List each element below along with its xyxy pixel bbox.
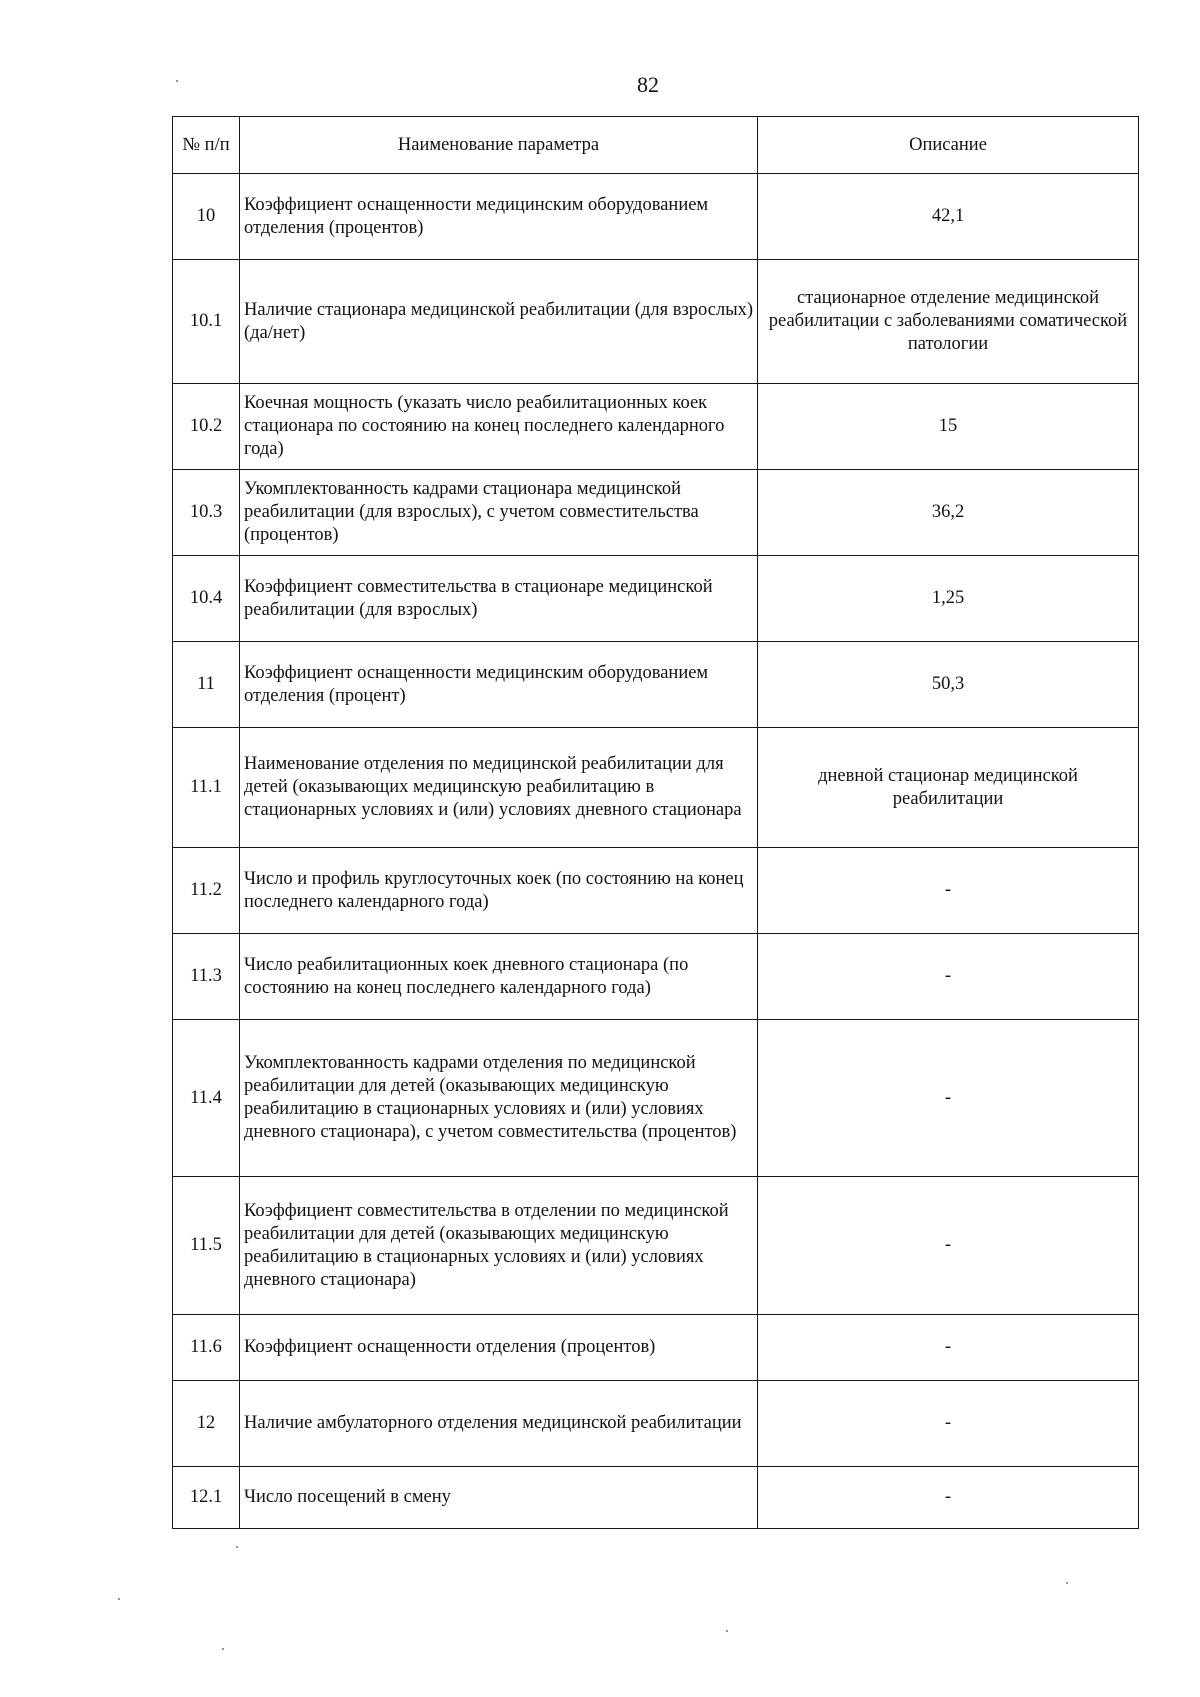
- row-num: 11.4: [173, 1020, 240, 1177]
- row-num: 10.2: [173, 384, 240, 470]
- table-row: [173, 556, 1139, 642]
- row-name: Укомплектованность кадрами стационара медицинской реабилитации (для взрослых), с учетом совместительства (процентов): [240, 470, 758, 556]
- row-num: 10: [173, 174, 240, 260]
- row-desc: 15: [758, 384, 1139, 470]
- row-name: Наименование отделения по медицинской реабилитации для детей (оказывающих медицинскую реабилитацию в стационарных условиях и (или) условиях дневного стационара: [240, 728, 758, 848]
- row-num: 10.3: [173, 470, 240, 556]
- row-desc: -: [758, 1315, 1139, 1381]
- row-num: 10.4: [173, 556, 240, 642]
- header-desc: Описание: [758, 117, 1139, 174]
- row-name: Число посещений в смену: [240, 1467, 758, 1529]
- page-number: 82: [637, 72, 659, 97]
- table-row: [173, 1467, 1139, 1529]
- table-row: [173, 728, 1139, 848]
- row-name: Коечная мощность (указать число реабилитационных коек стационара по состоянию на конец последнего календарного года): [240, 384, 758, 470]
- row-num: 11.2: [173, 848, 240, 934]
- row-name: Коэффициент совместительства в стационаре медицинской реабилитации (для взрослых): [240, 556, 758, 642]
- table-row: [173, 1177, 1139, 1315]
- table-row: [173, 642, 1139, 728]
- scan-speck: [236, 1546, 238, 1548]
- header-name: Наименование параметра: [240, 117, 758, 174]
- row-num: 11.1: [173, 728, 240, 848]
- row-name: Наличие стационара медицинской реабилитации (для взрослых) (да/нет): [240, 260, 758, 384]
- row-num: 11.3: [173, 934, 240, 1020]
- row-name: Наличие амбулаторного отделения медицинской реабилитации: [240, 1381, 758, 1467]
- row-num: 10.1: [173, 260, 240, 384]
- table-row: [173, 848, 1139, 934]
- scan-speck: [222, 1648, 224, 1650]
- table-row: [173, 1381, 1139, 1467]
- row-desc: 36,2: [758, 470, 1139, 556]
- parameters-table: [172, 116, 1139, 1529]
- row-desc: 42,1: [758, 174, 1139, 260]
- table-row: [173, 1315, 1139, 1381]
- row-desc: 50,3: [758, 642, 1139, 728]
- row-desc: стационарное отделение медицинской реабилитации с заболеваниями соматической патологии: [758, 260, 1139, 384]
- table-row: [173, 470, 1139, 556]
- row-desc: -: [758, 934, 1139, 1020]
- row-num: 11.6: [173, 1315, 240, 1381]
- table-header-row: [173, 117, 1139, 174]
- row-num: 11.5: [173, 1177, 240, 1315]
- row-name: Коэффициент оснащенности медицинским оборудованием отделения (процентов): [240, 174, 758, 260]
- row-name: Коэффициент совместительства в отделении по медицинской реабилитации для детей (оказывающих медицинскую реабилитацию в стационарных условиях и (или) условиях дневного стационара): [240, 1177, 758, 1315]
- row-name: Число и профиль круглосуточных коек (по состоянию на конец последнего календарного года): [240, 848, 758, 934]
- row-num: 12.1: [173, 1467, 240, 1529]
- row-name: Число реабилитационных коек дневного стационара (по состоянию на конец последнего календарного года): [240, 934, 758, 1020]
- row-desc: -: [758, 1020, 1139, 1177]
- table-row: [173, 1020, 1139, 1177]
- table-row: [173, 384, 1139, 470]
- row-desc: дневной стационар медицинской реабилитации: [758, 728, 1139, 848]
- row-name: Коэффициент оснащенности медицинским оборудованием отделения (процент): [240, 642, 758, 728]
- row-name: Укомплектованность кадрами отделения по медицинской реабилитации для детей (оказывающих медицинскую реабилитацию в стационарных условиях и (или) условиях дневного стационара), с учетом совместительства (процентов): [240, 1020, 758, 1177]
- row-desc: -: [758, 1381, 1139, 1467]
- scan-speck: [176, 80, 178, 82]
- scan-speck: [1066, 1582, 1068, 1584]
- row-desc: -: [758, 1177, 1139, 1315]
- header-num: № п/п: [173, 117, 240, 174]
- row-name: Коэффициент оснащенности отделения (процентов): [240, 1315, 758, 1381]
- row-num: 12: [173, 1381, 240, 1467]
- scan-speck: [726, 1630, 728, 1632]
- table-row: [173, 174, 1139, 260]
- row-desc: 1,25: [758, 556, 1139, 642]
- row-desc: -: [758, 848, 1139, 934]
- table-row: [173, 934, 1139, 1020]
- table-row: [173, 260, 1139, 384]
- scan-speck: [118, 1598, 120, 1600]
- row-num: 11: [173, 642, 240, 728]
- row-desc: -: [758, 1467, 1139, 1529]
